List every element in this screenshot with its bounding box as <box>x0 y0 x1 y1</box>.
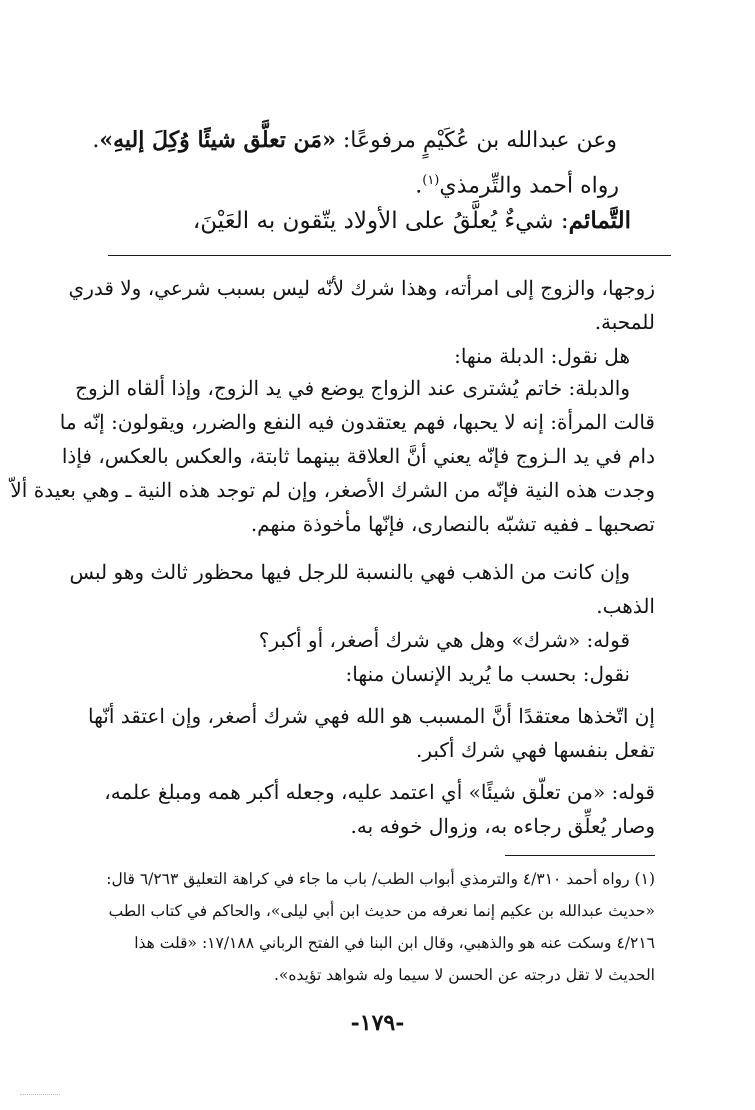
commentary-line: وإن كانت من الذهب فهي بالنسبة للرجل فيها محظور ثالث وهو لبس <box>69 560 630 584</box>
commentary-line: الذهب. <box>596 594 655 618</box>
footnote-line: (١) رواه أحمد ٤/٣١٠ والترمذي أبواب الطب/ باب ما جاء في كراهة التعليق ٦/٢٦٣ قال: <box>106 870 655 888</box>
commentary-line: والدبلة: خاتم يُشترى عند الزواج يوضع في يد الزوج، وإذا ألقاه الزوج <box>75 376 630 400</box>
hadith-quote: «مَن تعلَّق شيئًا وُكِلَ إليهِ» <box>99 127 336 153</box>
commentary-line: قالت المرأة: إنه لا يحبها، فهم يعتقدون فيه النفع والضرر، ويقولون: إنّه ما <box>59 410 655 434</box>
definition-text: : شيءٌ يُعلَّقُ على الأولاد يتّقون به العَيْنَ، <box>192 208 569 234</box>
footnote-line: ٤/٢١٦ وسكت عنه هو والذهبي، وقال ابن البنا في الفتح الرباني ١٧/١٨٨: «قلت هذا <box>134 934 655 952</box>
commentary-line: قوله: «من تعلّق شيئًا» أي اعتمد عليه، وجعله أكبر همه ومبلغ علمه، <box>104 780 655 804</box>
commentary-line: وجدت هذه النية فإنّه من الشرك الأصغر، وإن لم توجد هذه النية ـ وهي بعيدة ألاّ <box>10 478 655 502</box>
definition-term: التَّمائم <box>568 207 631 234</box>
footnote-line: «حديث عبدالله بن عكيم إنما نعرفه من حديث ابن أبي ليلى»، والحاكم في كتاب الطب <box>108 902 655 920</box>
commentary-line: نقول: بحسب ما يُريد الإنسان منها: <box>345 662 630 686</box>
definition-line <box>0 204 755 238</box>
commentary-line: تفعل بنفسها فهي شرك أكبر. <box>415 738 655 762</box>
hadith-intro: وعن عبدالله بن عُكَيْمٍ مرفوعًا: <box>335 128 617 153</box>
commentary-line: دام في يد الـزوج فإنّه يعني أنَّ العلاقة بينهما ثابتة، والعكس بالعكس، فإذا <box>61 444 655 468</box>
hadith-source: رواه أحمد والتِّرمذي <box>439 173 619 199</box>
section-separator <box>108 255 671 256</box>
hadith-source-line <box>0 166 755 199</box>
scan-smudge <box>20 1094 60 1098</box>
footnote-line: الحديث لا تقل درجته عن الحسن لا سيما وله شواهد تؤيده». <box>274 966 655 984</box>
commentary-line: هل نقول: الدبلة منها: <box>454 344 630 368</box>
footnote-separator <box>505 855 655 856</box>
commentary-line: وصار يُعلِّق رجاءه به، وزوال خوفه به. <box>350 814 655 838</box>
commentary-line: إن اتّخذها معتقدًا أنَّ المسبب هو الله فهي شرك أصغر، وإن اعتقد أنّها <box>87 704 655 728</box>
hadith-end: . <box>92 128 100 153</box>
hadith-source-end: . <box>415 173 423 199</box>
commentary-line: تصحبها ـ ففيه تشبّه بالنصارى، فإنّها مأخوذة منهم. <box>250 512 655 536</box>
footnote-reference: (١) <box>422 173 440 188</box>
commentary-line: للمحبة. <box>594 310 655 334</box>
page-number: -١٧٩- <box>350 1010 405 1036</box>
commentary-line: زوجها، والزوج إلى امرأته، وهذا شرك لأنّه ليس بسبب شرعي، ولا قدري <box>68 276 655 300</box>
commentary-line: قوله: «شرك» وهل هي شرك أصغر، أو أكبر؟ <box>258 628 630 652</box>
hadith-line <box>0 124 755 156</box>
